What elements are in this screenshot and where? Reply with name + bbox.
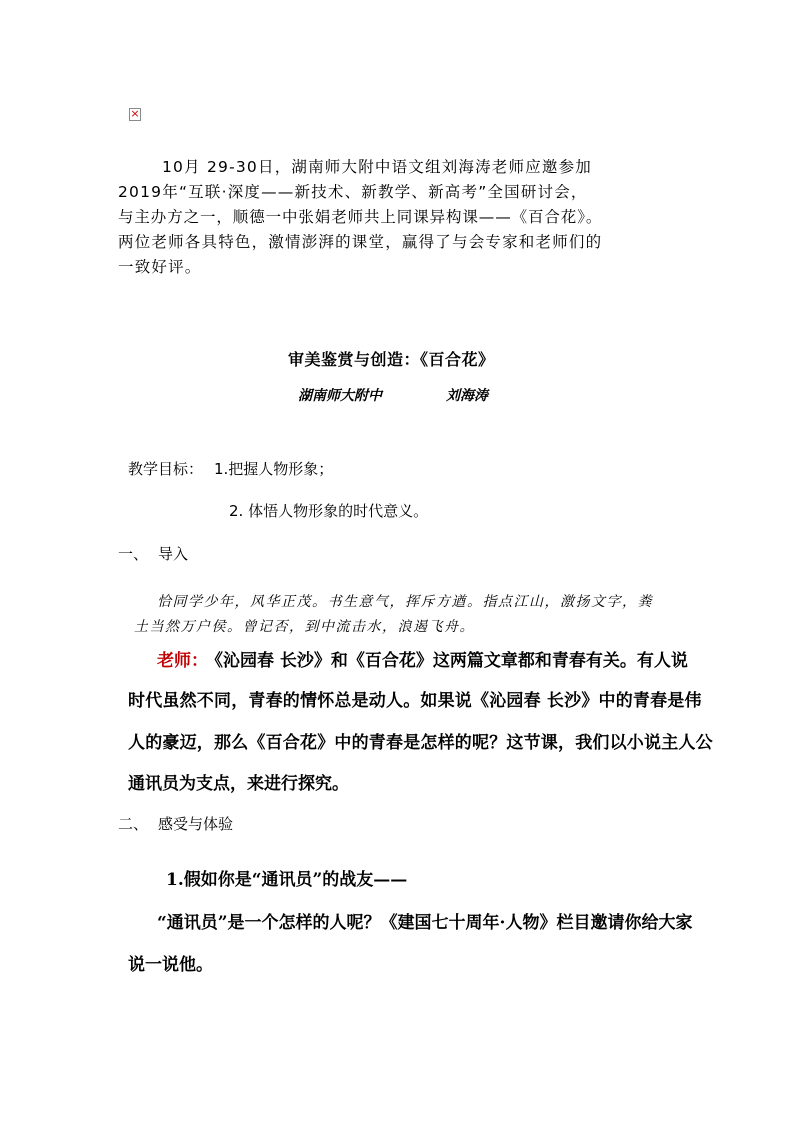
- speaker-label: 老师：: [157, 651, 208, 671]
- paragraph-line: “通讯员”是一个怎样的人呢？《建国七十周年·人物》栏目邀请你给大家: [157, 913, 693, 933]
- speech-line: 时代虽然不同，青春的情怀总是动人。如果说《沁园春 长沙》中的青春是伟: [128, 691, 702, 711]
- section-1-number: 一、: [118, 545, 149, 563]
- poem-line: 土当然万户侯。曾记否，到中流击水，浪遏飞舟。: [134, 619, 475, 635]
- section-2-subheading: 1.假如你是“通讯员”的战友——: [166, 870, 408, 890]
- school-name: 湖南师大附中: [298, 388, 382, 404]
- speech-line: 《沁园春 长沙》和《百合花》这两篇文章都和青春有关。有人说: [206, 651, 688, 671]
- speech-line: 人的豪迈，那么《百合花》中的青春是怎样的呢？这节课，我们以小说主人公: [128, 733, 713, 753]
- poem-line: 恰同学少年，风华正茂。书生意气，挥斥方遒。指点江山，激扬文字，粪: [157, 594, 653, 610]
- broken-image-glyph: ×: [130, 107, 140, 120]
- goal-label: 教学目标：: [128, 460, 204, 478]
- teacher-name: 刘海涛: [446, 388, 488, 404]
- intro-line: 一致好评。: [118, 258, 202, 276]
- lesson-title: 审美鉴赏与创造：《百合花》: [288, 350, 495, 369]
- paragraph-line: 说一说他。: [128, 955, 213, 975]
- intro-line: 两位老师各具特色，激情澎湃的课堂，赢得了与会专家和老师们的: [118, 233, 603, 251]
- broken-image-icon: [129, 108, 141, 121]
- speech-line: 通讯员为支点，来进行探究。: [128, 774, 349, 794]
- intro-line: 10月 29-30日，湖南师大附中语文组刘海涛老师应邀参加: [162, 158, 592, 176]
- section-2-title: 感受与体验: [158, 815, 234, 833]
- section-1-title: 导入: [158, 545, 189, 563]
- goal-2: 2. 体悟人物形象的时代意义。: [229, 502, 429, 520]
- intro-line: 与主办方之一，顺德一中张娟老师共上同课异构课——《百合花》。: [118, 208, 603, 226]
- intro-line: 2019年“互联·深度——新技术、新教学、新高考”全国研讨会，: [118, 183, 588, 201]
- goal-1: 1.把握人物形象；: [214, 460, 334, 478]
- section-2-number: 二、: [118, 815, 149, 833]
